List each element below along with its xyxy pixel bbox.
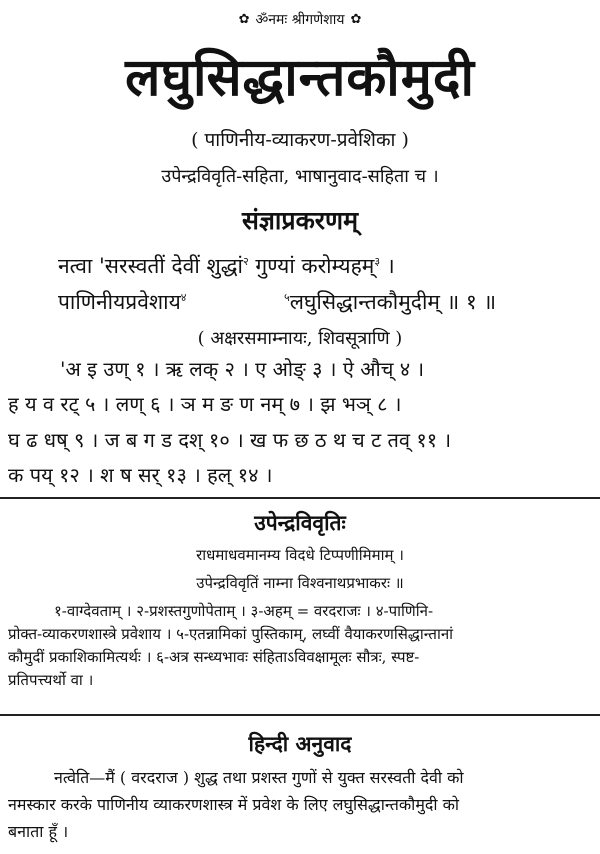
hindi-paragraph <box>8 764 592 845</box>
book-title: लघुसिद्धान्तकौमुदी <box>125 47 475 108</box>
section-title: संज्ञाप्रकरणम् <box>241 206 359 235</box>
invocation-line <box>0 8 600 29</box>
hindi-line: नमस्कार करके पाणिनीय व्याकरणशास्त्र में प्रवेश के लिए लघुसिद्धान्तकौमुदी को <box>8 795 460 814</box>
book-subtitle-2: उपेन्द्रविवृति-सहिता, भाषानुवाद-सहिता च । <box>161 166 439 187</box>
sutra-line: 'अ इ उण् १ । ऋ लक् २ । ए ओङ् ३ । ऐ औच् ४ । <box>60 357 425 381</box>
footnote-mark: २ <box>242 255 249 268</box>
divider-line <box>0 497 600 499</box>
sutra-line: घ ढ धष् ९ । ज ब ग ड दश् १० । ख फ छ ठ थ च ट तव् ११ । <box>8 428 452 452</box>
sutra-line: ह य व रट् ५ । लण् ६ । ञ म ङ ण नम् ७ । झ भञ् ८ । <box>8 392 402 416</box>
commentary-title: उपेन्द्रविवृतिः <box>254 510 346 535</box>
invocation-text: ॐनमः श्रीगणेशाय <box>255 12 345 28</box>
footnote-mark: ५ <box>284 291 290 304</box>
verse-line-2-right: $^५$लघुसिद्धान्तकौमुदीम् ॥ १ ॥ <box>284 290 497 314</box>
hindi-line: नत्वेति—मैं ( वरदराज ) शुद्ध तथा प्रशस्त गुणों से युक्त सरस्वती देवी को <box>54 768 464 787</box>
footnote-line: प्रोक्त-व्याकरणशास्त्रे प्रवेशाय । ५-एतन्नामिकां पुस्तिकाम्, लघ्वीं वैयाकरणसिद्धान्तानां <box>8 625 454 643</box>
footnotes-block <box>8 600 592 692</box>
verse-line-2-left: पाणिनीयप्रवेशाय$^४$ <box>58 290 187 314</box>
hindi-title: हिन्दी अनुवाद <box>248 731 352 756</box>
hindi-line: बनाता हूँ । <box>8 822 69 841</box>
divider-line <box>0 714 600 716</box>
footnote-line: प्रतिपत्त्यर्थो वा । <box>8 671 94 689</box>
commentary-verse-line: राधमाधवमानम्य विदधे टिप्पणीमिमाम् । <box>196 546 404 564</box>
book-subtitle: ( पाणिनीय-व्याकरण-प्रवेशिका ) <box>191 129 409 151</box>
flower-ornament-icon: ✿ <box>238 12 250 27</box>
footnote-mark: ३ <box>374 255 381 268</box>
footnote-line: १-वाग्देवताम् । २-प्रशस्तगुणोपेताम् । ३-अहम् = वरदराजः । ४-पाणिनि- <box>54 602 434 620</box>
footnote-mark: ४ <box>180 291 187 304</box>
flower-ornament-icon: ✿ <box>350 12 362 27</box>
commentary-verse-line: उपेन्द्रविवृतिं नाम्ना विश्वनाथप्रभाकरः ॥ <box>196 574 404 592</box>
sutra-line: क पय् १२ । श ष सर् १३ । हल् १४ । <box>8 463 273 487</box>
verse-line-1: नत्वा 'सरस्वतीं देवीं शुद्धां$^२$ गुण्यां करोम्यहम्$^३$ । <box>58 254 395 278</box>
footnote-line: कौमुदीं प्रकाशिकामित्यर्थः । ६-अत्र सन्ध्यभावः संहिताऽविवक्षामूलः सौत्रः, स्पष्ट- <box>8 648 420 666</box>
sutra-heading: ( अक्षरसमाम्नायः, शिवसूत्राणि ) <box>197 328 403 349</box>
